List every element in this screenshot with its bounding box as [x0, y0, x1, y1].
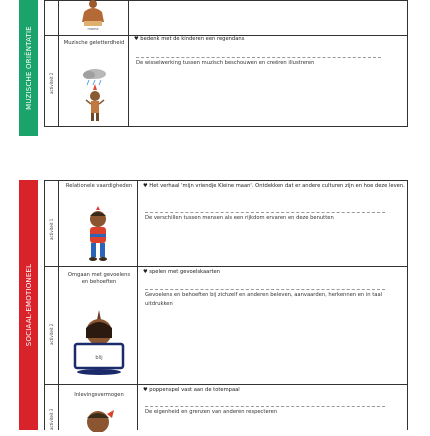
emotion-card-icon: [70, 308, 128, 380]
table-border: [407, 0, 408, 126]
table-column-divider: [58, 180, 59, 430]
figure-caption: mama: [87, 27, 99, 31]
activity-label: activiteit 3: [49, 408, 54, 430]
category-band-sociaal-emotioneel: [19, 180, 38, 430]
category-band-muzische-orientatie: [19, 0, 38, 136]
child-figure-icon: [80, 408, 116, 436]
category-label: SOCIAAL-EMOTIONEEL: [24, 263, 33, 347]
activity-description: De eigenheid en grenzen van anderen respecteren: [145, 406, 385, 417]
topic-label: Muzische geletterdheid: [63, 40, 125, 46]
activity-description: De wisselwerking tussen muzisch beschouwen en creëren illustreren: [136, 57, 381, 68]
table-row-divider: [44, 384, 408, 385]
activity-description: Gevoelens en behoeften bij zichzelf en anderen beleven, aanvaarden, herkennen en in taal uitdrukken: [145, 289, 385, 309]
activity-goal: ♥ spelen met gevoelskaarten: [143, 269, 220, 275]
activity-goal: ♥ bedenk met de kinderen een regendans: [134, 36, 245, 42]
activity-label: activiteit 1: [49, 218, 54, 240]
activity-description: De verschillen tussen mensen als een rijkdom ervaren en deze benutten: [145, 212, 385, 223]
table-border: [44, 180, 408, 181]
topic-label: Omgaan met gevoelens en behoeften: [67, 272, 131, 286]
table-border: [44, 0, 45, 126]
topic-label: Relationele vaardigheden: [65, 183, 133, 189]
activity-label: activiteit 2: [49, 323, 54, 345]
activity-goal: ♥ poppenspel vast aan de totempaal: [143, 387, 240, 393]
table-column-divider: [137, 180, 138, 430]
activity-goal: ♥ Het verhaal 'mijn vriendje Kleine maan'. Ontdekken dat er andere culturen zijn en hoe deze leven.: [143, 183, 405, 189]
table-column-divider: [128, 0, 129, 126]
topic-label: Inlevingsvermogen: [74, 392, 124, 398]
emotion-card-caption: blij: [95, 355, 103, 361]
table-column-divider: [58, 0, 59, 126]
table-border: [407, 180, 408, 430]
child-figure-icon: [80, 206, 116, 268]
activity-label: activiteit 2: [49, 72, 54, 94]
category-label: MUZISCHE ORIËNTATIE: [24, 26, 33, 110]
rain-cloud-icon: [80, 66, 110, 128]
table-border: [44, 180, 45, 430]
